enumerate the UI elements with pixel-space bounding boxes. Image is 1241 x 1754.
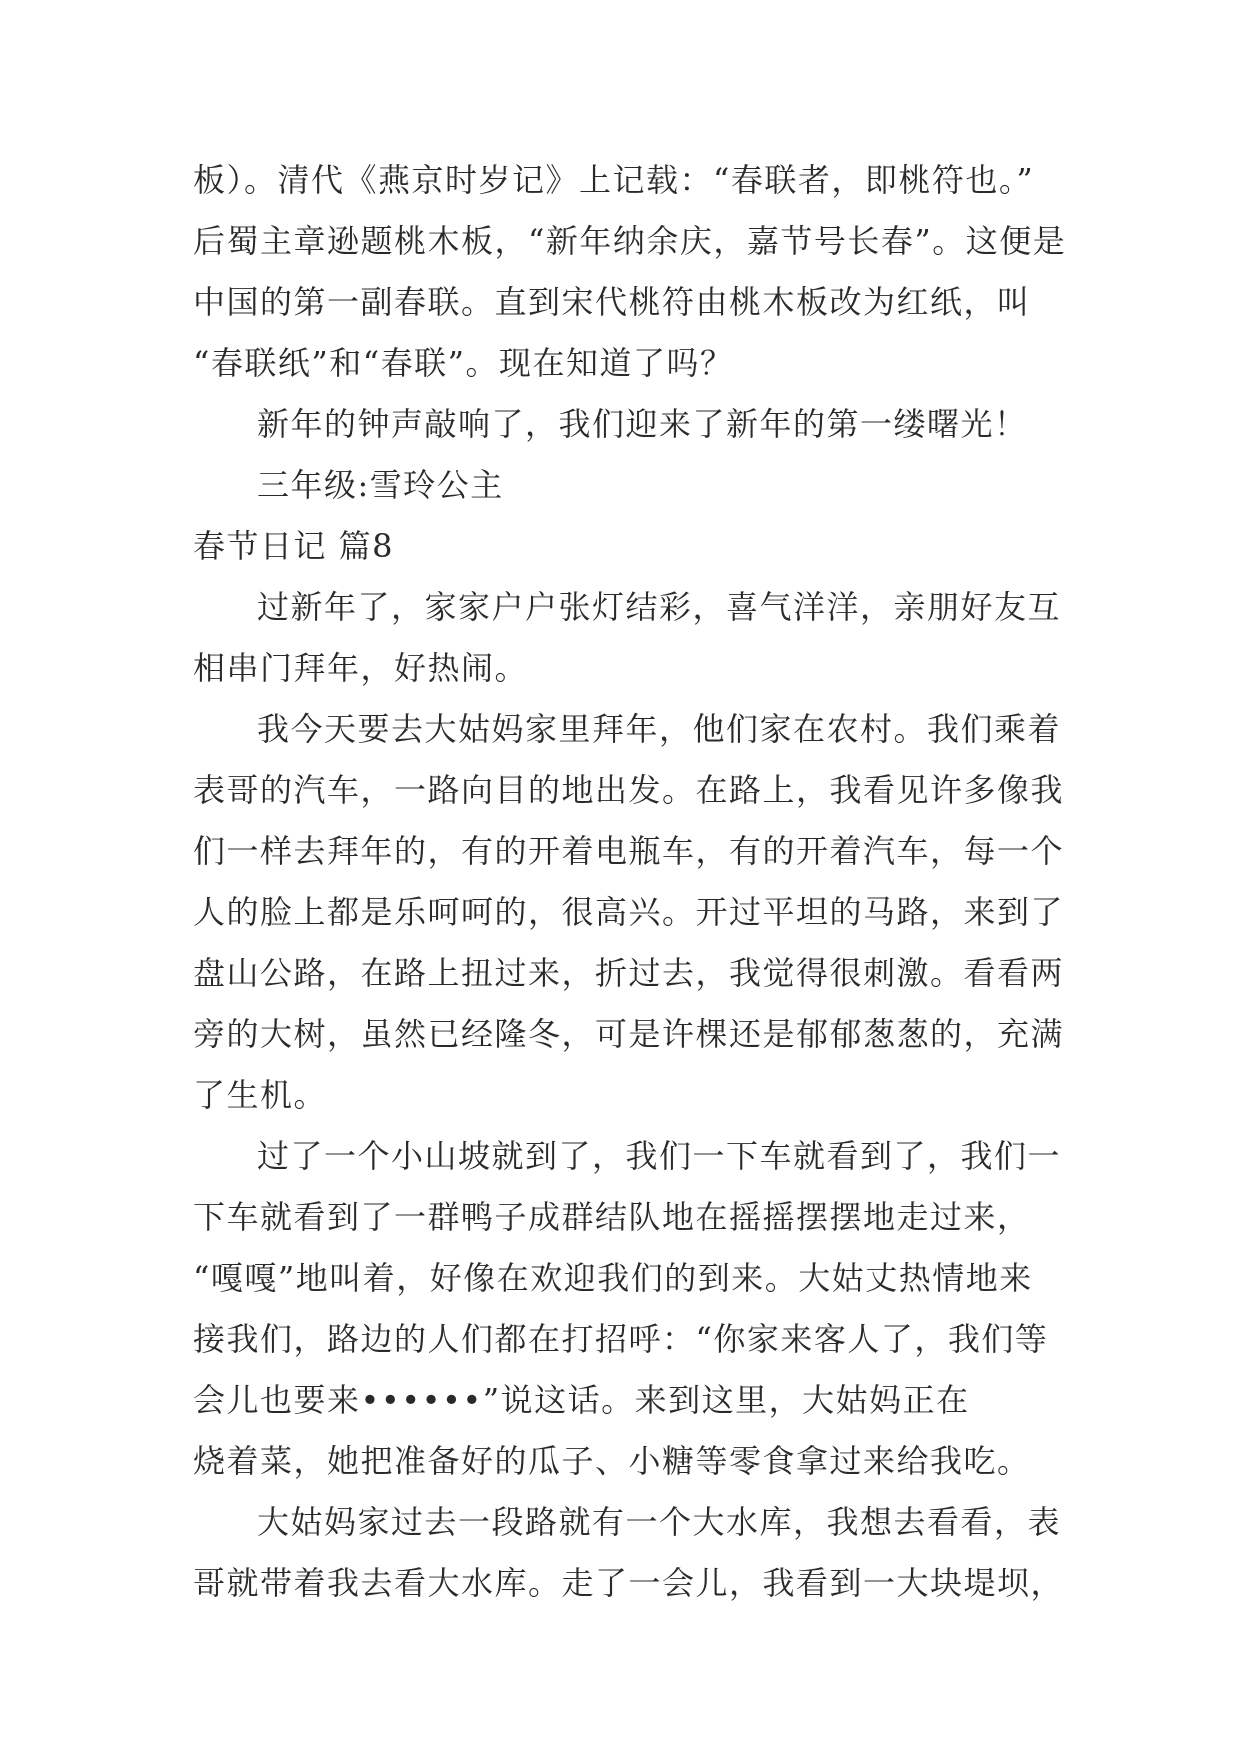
text-line: 哥就带着我去看大水库。走了一会儿，我看到一大块堤坝， <box>193 1564 1065 1602</box>
text-line: 新年的钟声敲响了，我们迎来了新年的第一缕曙光！ <box>257 405 1028 443</box>
text-line: 了生机。 <box>193 1076 328 1114</box>
section-heading: 春节日记 篇8 <box>193 527 395 565</box>
text-line: 会儿也要来••••••”说这话。来到这里，大姑妈正在 <box>193 1381 970 1419</box>
text-line: 我今天要去大姑妈家里拜年，他们家在农村。我们乘着 <box>257 710 1062 748</box>
text-line: 表哥的汽车，一路向目的地出发。在路上，我看见许多像我 <box>193 771 1065 809</box>
author-line: 三年级:雪玲公主 <box>257 466 504 504</box>
text-line: 过了一个小山坡就到了，我们一下车就看到了，我们一 <box>257 1137 1062 1175</box>
text-line: 中国的第一副春联。直到宋代桃符由桃木板改为红纸，叫 <box>193 283 1031 321</box>
text-line: 盘山公路，在路上扭过来，折过去，我觉得很刺激。看看两 <box>193 954 1065 992</box>
text-line: 相串门拜年，好热闹。 <box>193 649 529 687</box>
text-line: “嘎嘎”地叫着，好像在欢迎我们的到来。大姑丈热情地来 <box>193 1259 1033 1297</box>
text-line: 接我们，路边的人们都在打招呼：“你家来客人了，我们等 <box>193 1320 1049 1358</box>
text-line: 旁的大树，虽然已经隆冬，可是许棵还是郁郁葱葱的，充满 <box>193 1015 1065 1053</box>
text-line: 后蜀主章逊题桃木板，“新年纳余庆，嘉节号长春”。这便是 <box>193 222 1067 260</box>
text-line: 下车就看到了一群鸭子成群结队地在摇摇摆摆地走过来， <box>193 1198 1031 1236</box>
document-body <box>193 150 1073 1614</box>
text-line: 们一样去拜年的，有的开着电瓶车，有的开着汽车，每一个 <box>193 832 1065 870</box>
text-line: 板）。清代《燕京时岁记》上记载：“春联者，即桃符也。” <box>193 161 1035 199</box>
text-line: 过新年了，家家户户张灯结彩，喜气洋洋，亲朋好友互 <box>257 588 1062 626</box>
text-line: 人的脸上都是乐呵呵的，很高兴。开过平坦的马路，来到了 <box>193 893 1065 931</box>
text-line: “春联纸”和“春联”。现在知道了吗？ <box>193 344 734 382</box>
text-line: 烧着菜，她把准备好的瓜子、小糖等零食拿过来给我吃。 <box>193 1442 1031 1480</box>
text-line: 大姑妈家过去一段路就有一个大水库，我想去看看，表 <box>257 1503 1062 1541</box>
